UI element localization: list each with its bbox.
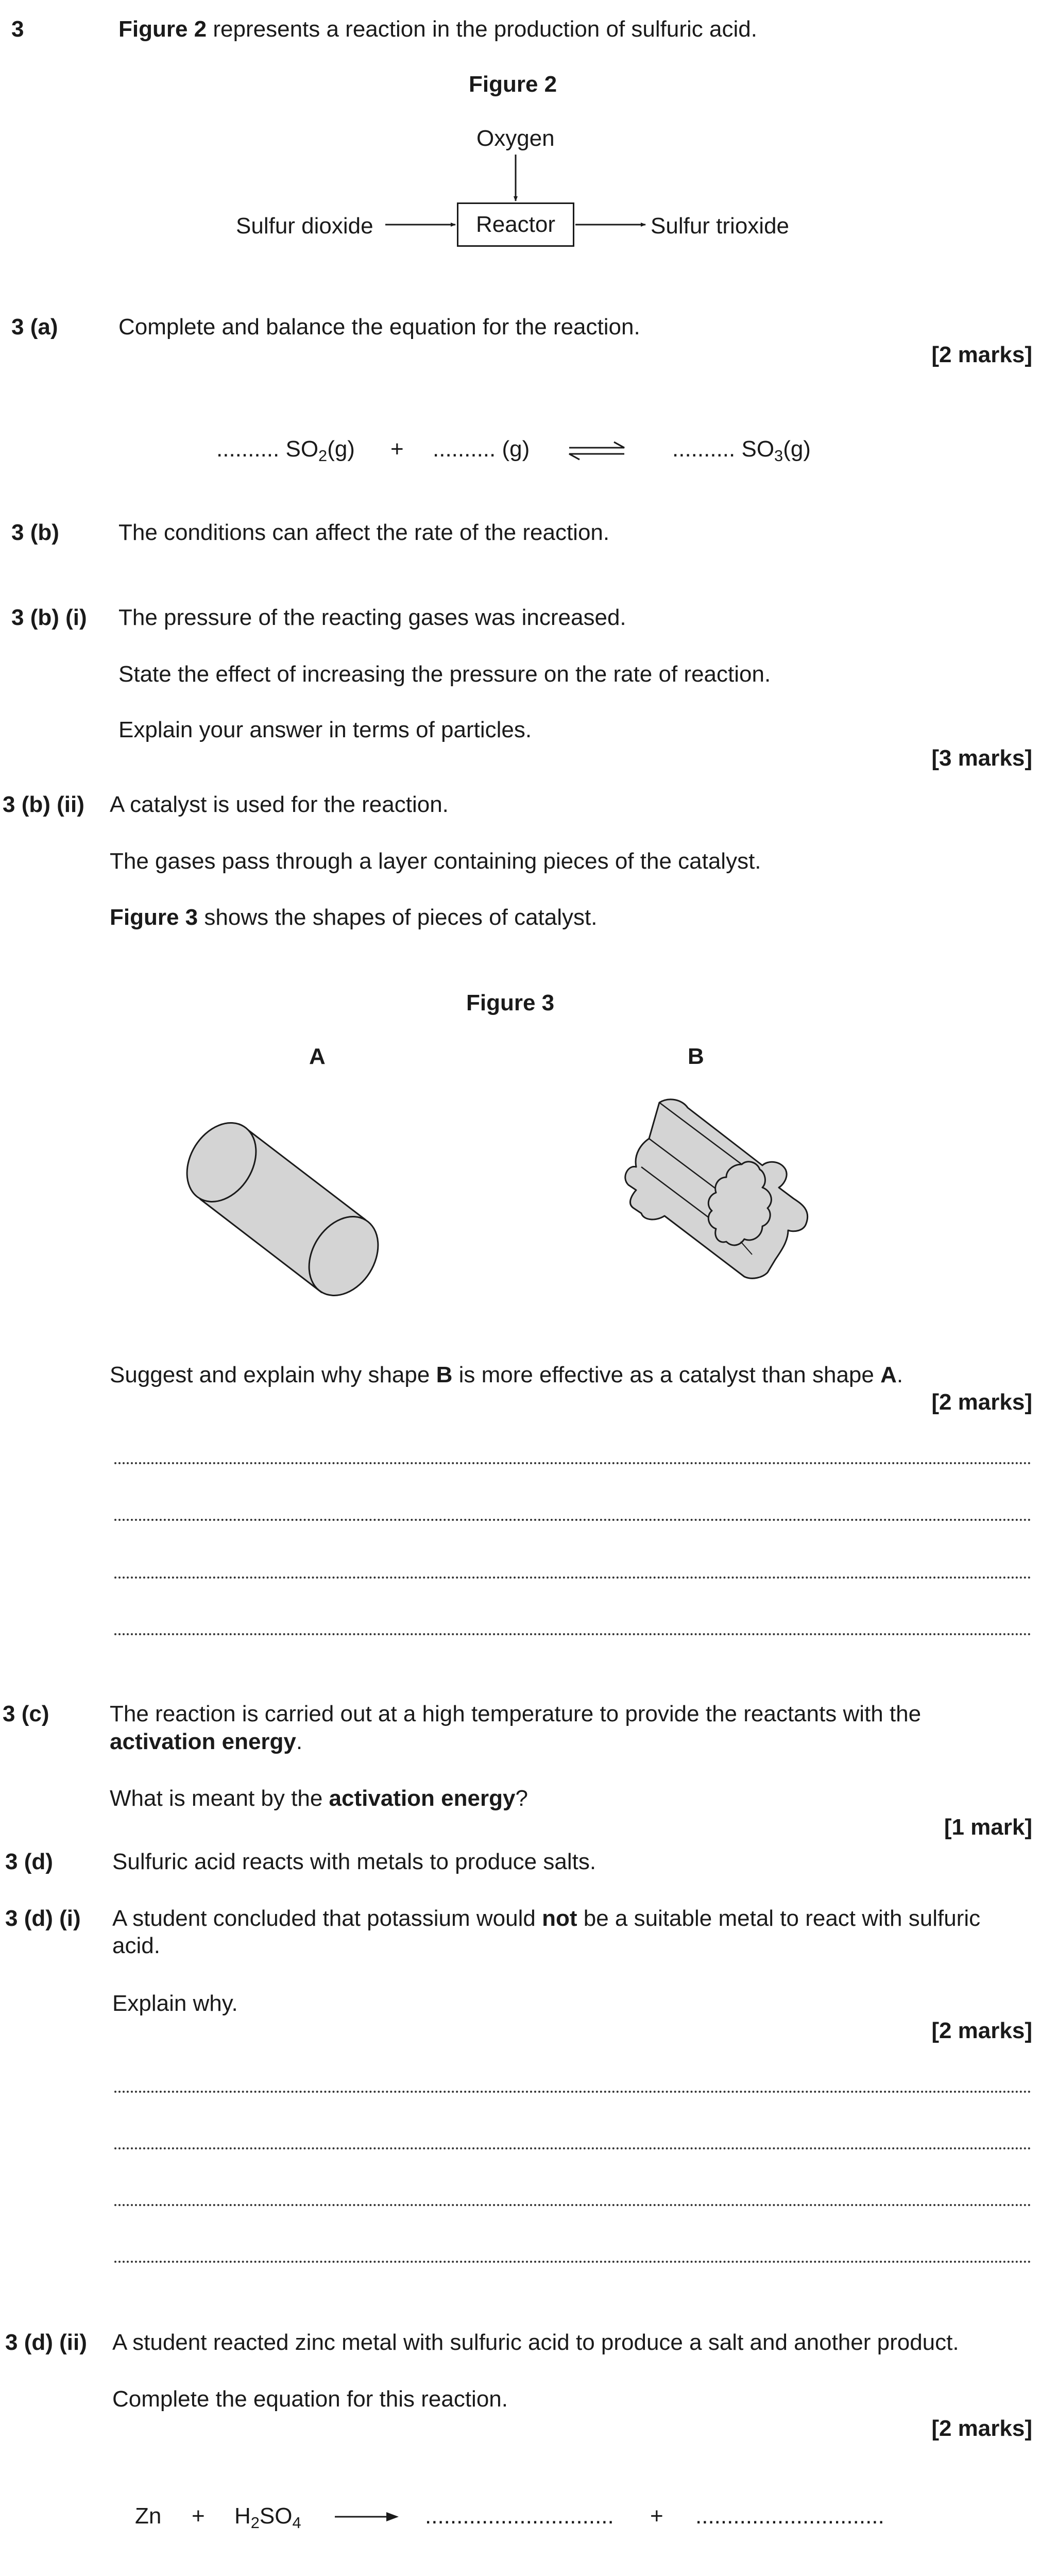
q3bii-line3-text: shows the shapes of pieces of catalyst. <box>198 905 598 930</box>
eq2-plus1: + <box>192 2503 205 2529</box>
answer-line[interactable] <box>114 1577 1031 1579</box>
q3di-line1-post: be a suitable metal to react with sulfuric <box>577 1906 981 1931</box>
figure3-ref: Figure 3 <box>110 905 198 930</box>
q3c-q-pre: What is meant by the <box>110 1786 329 1811</box>
q3c-marks: [1 mark] <box>944 1815 1032 1840</box>
intro-text: represents a reaction in the production of sulfuric acid. <box>207 16 757 42</box>
eq2-h: H <box>234 2503 251 2529</box>
question-number: 3 <box>11 16 24 42</box>
eq2-plus2: + <box>650 2503 663 2529</box>
q3bi-line1: The pressure of the reacting gases was increased. <box>118 605 626 630</box>
eq2-blank2[interactable]: .............................. <box>695 2503 884 2529</box>
cylinder-shape-a <box>211 1082 438 1309</box>
eq2-h2so4 <box>234 2501 301 2531</box>
eq2-so: SO <box>259 2503 293 2529</box>
q3c-line2 <box>110 1727 302 1756</box>
q3di-line2: acid. <box>112 1933 160 1958</box>
q3bi-line3: Explain your answer in terms of particles. <box>118 717 532 742</box>
q3a-equation-term2: .......... (g) <box>433 436 530 462</box>
suggest-part2: is more effective as a catalyst than shape <box>452 1362 881 1387</box>
answer-line[interactable] <box>114 1633 1031 1635</box>
suggest-part3: . <box>896 1362 903 1387</box>
figure2-arrows <box>0 0 1040 309</box>
q3dii-marks: [2 marks] <box>931 2416 1032 2441</box>
gear-shape-b <box>577 1082 824 1309</box>
q3dii-line1: A student reacted zinc metal with sulfuric acid to produce a salt and another product. <box>112 2330 959 2355</box>
q3b-text: The conditions can affect the rate of the reaction. <box>118 520 610 545</box>
q3bii-suggest <box>110 1360 903 1389</box>
eq2-sub2: 2 <box>250 2514 260 2532</box>
figure3-label-b: B <box>688 1044 704 1069</box>
answer-line[interactable] <box>114 2147 1031 2149</box>
q3a-text: Complete and balance the equation for the reaction. <box>118 314 640 340</box>
q3b-label: 3 (b) <box>11 520 59 545</box>
q3bi-line2: State the effect of increasing the pressure on the rate of reaction. <box>118 662 771 687</box>
figure2-sulfur-trioxide-label: Sulfur trioxide <box>651 213 790 239</box>
q3c-question <box>110 1784 528 1813</box>
suggest-part1: Suggest and explain why shape <box>110 1362 436 1387</box>
q3di-line1 <box>112 1904 980 1933</box>
answer-line[interactable] <box>114 1519 1031 1521</box>
q3c-line1: The reaction is carried out at a high temperature to provide the reactants with the <box>110 1701 922 1726</box>
q3di-label: 3 (d) (i) <box>5 1906 81 1931</box>
figure3-label-a: A <box>309 1044 326 1069</box>
q3a-equation-plus: + <box>390 436 404 462</box>
q3dii-label: 3 (d) (ii) <box>5 2330 87 2355</box>
answer-line[interactable] <box>114 2091 1031 2093</box>
eq-state1: (g) <box>327 436 355 462</box>
figure2-oxygen-label: Oxygen <box>476 126 555 151</box>
q3bii-line1: A catalyst is used for the reaction. <box>110 792 449 817</box>
q3c-line2-end: . <box>296 1729 303 1754</box>
eq2-blank1[interactable]: .............................. <box>425 2503 614 2529</box>
q3d-text: Sulfuric acid reacts with metals to produce salts. <box>112 1849 596 1874</box>
q3di-line1-pre: A student concluded that potassium would <box>112 1906 542 1931</box>
eq-term3: .......... SO <box>672 436 775 462</box>
q3bii-line3 <box>110 903 597 932</box>
q3c-activation-energy: activation energy <box>110 1729 296 1754</box>
eq2-sub4: 4 <box>292 2514 301 2532</box>
suggest-shape-b: B <box>436 1362 453 1387</box>
q3a-marks: [2 marks] <box>931 342 1032 367</box>
q3c-label: 3 (c) <box>3 1701 49 1726</box>
eq-sub1: 2 <box>318 447 328 465</box>
q3di-line3: Explain why. <box>112 1991 238 2016</box>
figure2-reactor-label: Reactor <box>475 212 556 237</box>
q3bi-label: 3 (b) (i) <box>11 605 87 630</box>
intro-figure-ref: Figure 2 <box>118 16 207 42</box>
q3di-not: not <box>542 1906 577 1931</box>
q3c-q-bold: activation energy <box>329 1786 516 1811</box>
q3a-label: 3 (a) <box>11 314 58 340</box>
answer-line[interactable] <box>114 2204 1031 2206</box>
figure3-title: Figure 3 <box>466 990 555 1015</box>
figure2-title: Figure 2 <box>469 72 557 97</box>
equilibrium-arrows-icon <box>567 440 628 461</box>
eq-term1: .......... SO <box>216 436 319 462</box>
eq-state3: (g) <box>783 436 811 462</box>
q3bi-marks: [3 marks] <box>931 745 1032 771</box>
answer-line[interactable] <box>114 1462 1031 1464</box>
q3di-marks: [2 marks] <box>931 2018 1032 2043</box>
q3dii-line2: Complete the equation for this reaction. <box>112 2386 508 2412</box>
eq2-zn: Zn <box>135 2503 162 2529</box>
reaction-arrow-icon <box>335 2509 402 2524</box>
suggest-shape-a: A <box>880 1362 897 1387</box>
q3d-label: 3 (d) <box>5 1849 53 1874</box>
eq-sub3: 3 <box>774 447 783 465</box>
q3bii-line2: The gases pass through a layer containing pieces of the catalyst. <box>110 849 761 874</box>
q3bii-label: 3 (b) (ii) <box>3 792 84 817</box>
answer-line[interactable] <box>114 2261 1031 2263</box>
q3c-q-post: ? <box>515 1786 528 1811</box>
q3bii-marks: [2 marks] <box>931 1389 1032 1415</box>
q3a-equation-term1 <box>216 434 355 464</box>
q3a-equation-term3 <box>672 434 811 464</box>
figure2-sulfur-dioxide-label: Sulfur dioxide <box>236 213 373 239</box>
